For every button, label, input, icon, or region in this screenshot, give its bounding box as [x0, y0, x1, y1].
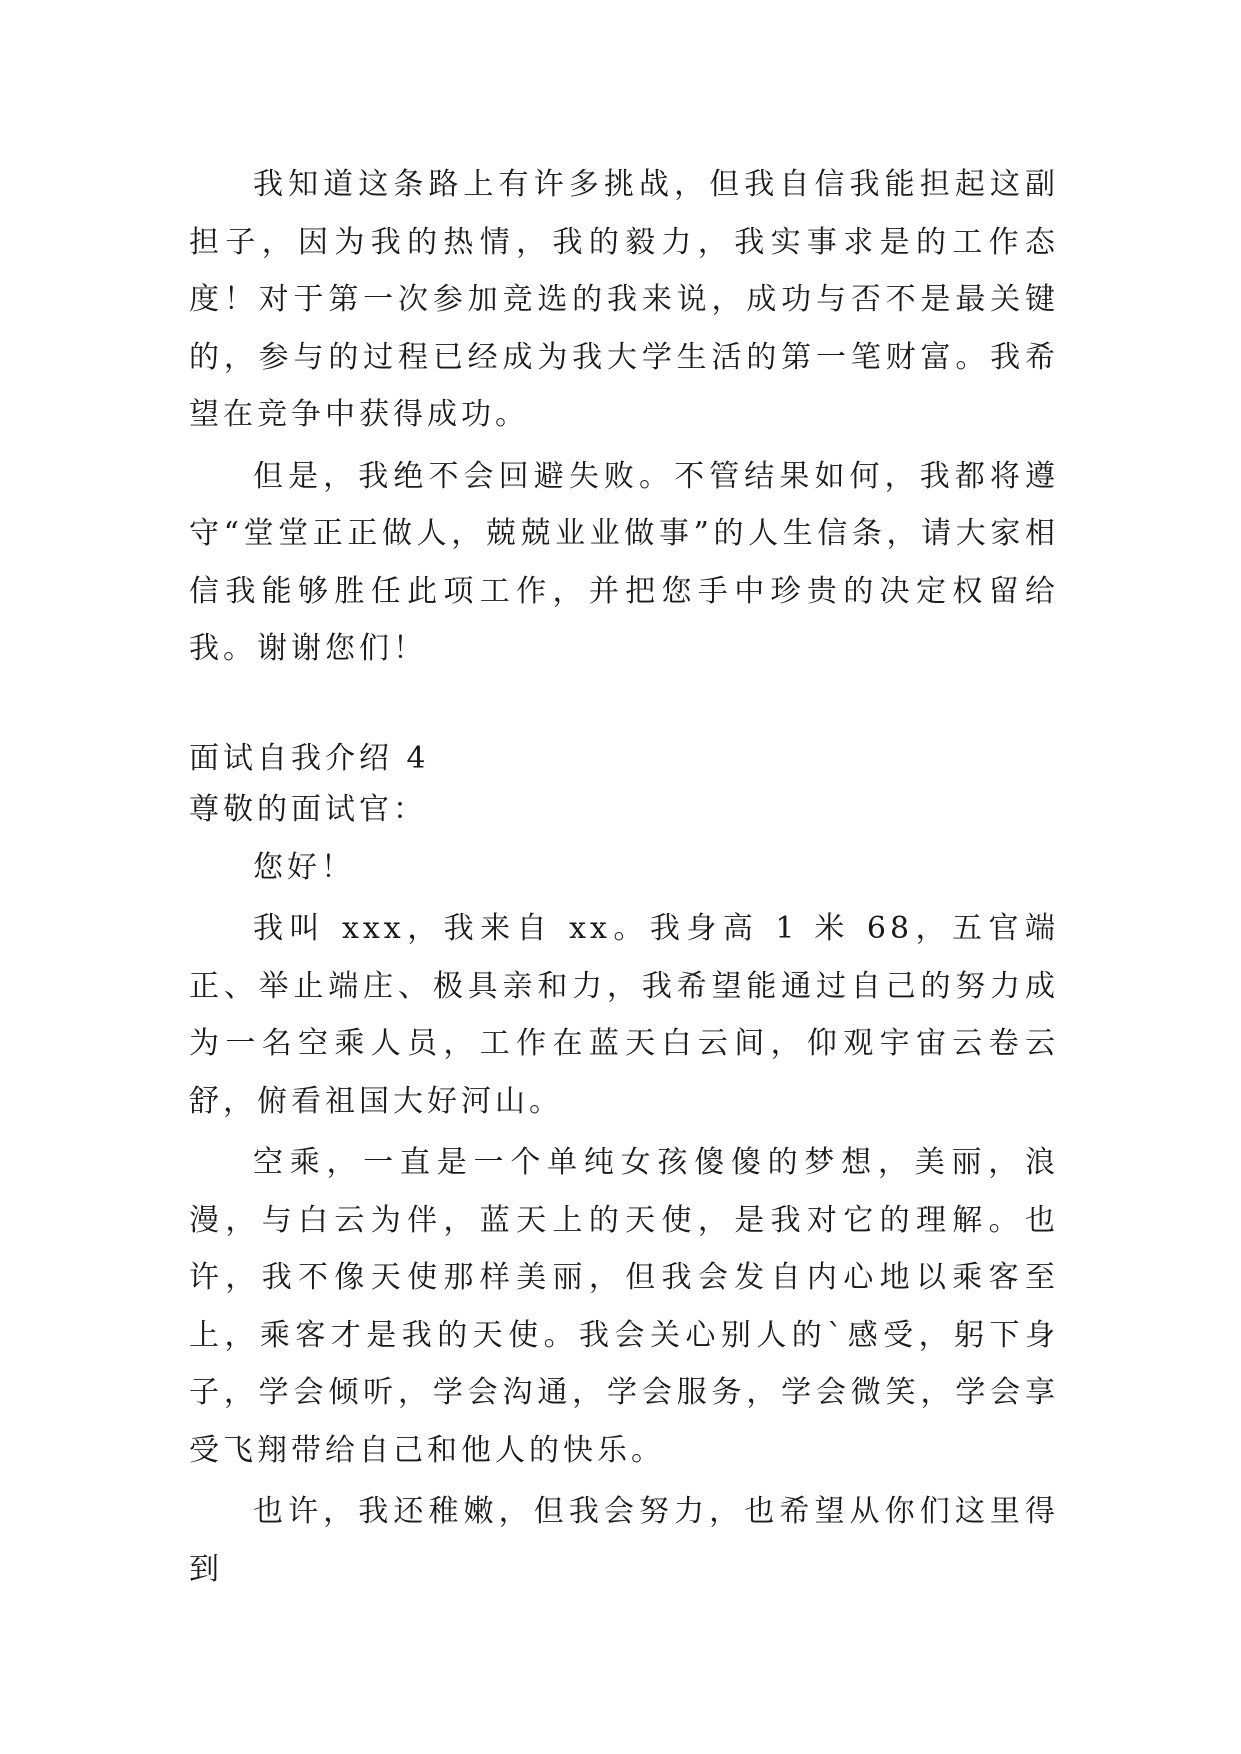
greeting: 您好！: [253, 849, 355, 885]
document-body: [189, 156, 1059, 1602]
paragraph: 空乘，一直是一个单纯女孩傻傻的梦想，美丽，浪漫，与白云为伴，蓝天上的天使，是我对它的理解。也许，我不像天使那样美丽，但我会发自内心地以乘客至上，乘客才是我的天使。我会关心别人的`感受，躬下身子，学会倾听，学会沟通，学会服务，学会微笑，学会享受飞翔带给自己和他人的快乐。: [189, 1145, 1059, 1468]
section-title: 面试自我介绍 4: [189, 740, 430, 776]
paragraph: 我叫 xxx，我来自 xx。我身高 1 米 68，五官端正、举止端庄、极具亲和力，我希望能通过自己的努力成为一名空乘人员，工作在蓝天白云间，仰观宇宙云卷云舒，俯看祖国大好河山。: [189, 911, 1059, 1119]
paragraph: 也许，我还稚嫩，但我会努力，也希望从你们这里得到: [189, 1494, 1059, 1587]
salutation: 尊敬的面试官：: [189, 791, 427, 827]
paragraph: 我知道这条路上有许多挑战，但我自信我能担起这副担子，因为我的热情，我的毅力，我实事求是的工作态度！对于第一次参加竞选的我来说，成功与否不是最关键的，参与的过程已经成为我大学生活的第一笔财富。我希望在竞争中获得成功。: [189, 167, 1059, 432]
paragraph: 但是，我绝不会回避失败。不管结果如何，我都将遵守“堂堂正正做人，兢兢业业做事”的人生信条，请大家相信我能够胜任此项工作，并把您手中珍贵的决定权留给我。谢谢您们！: [189, 458, 1059, 666]
